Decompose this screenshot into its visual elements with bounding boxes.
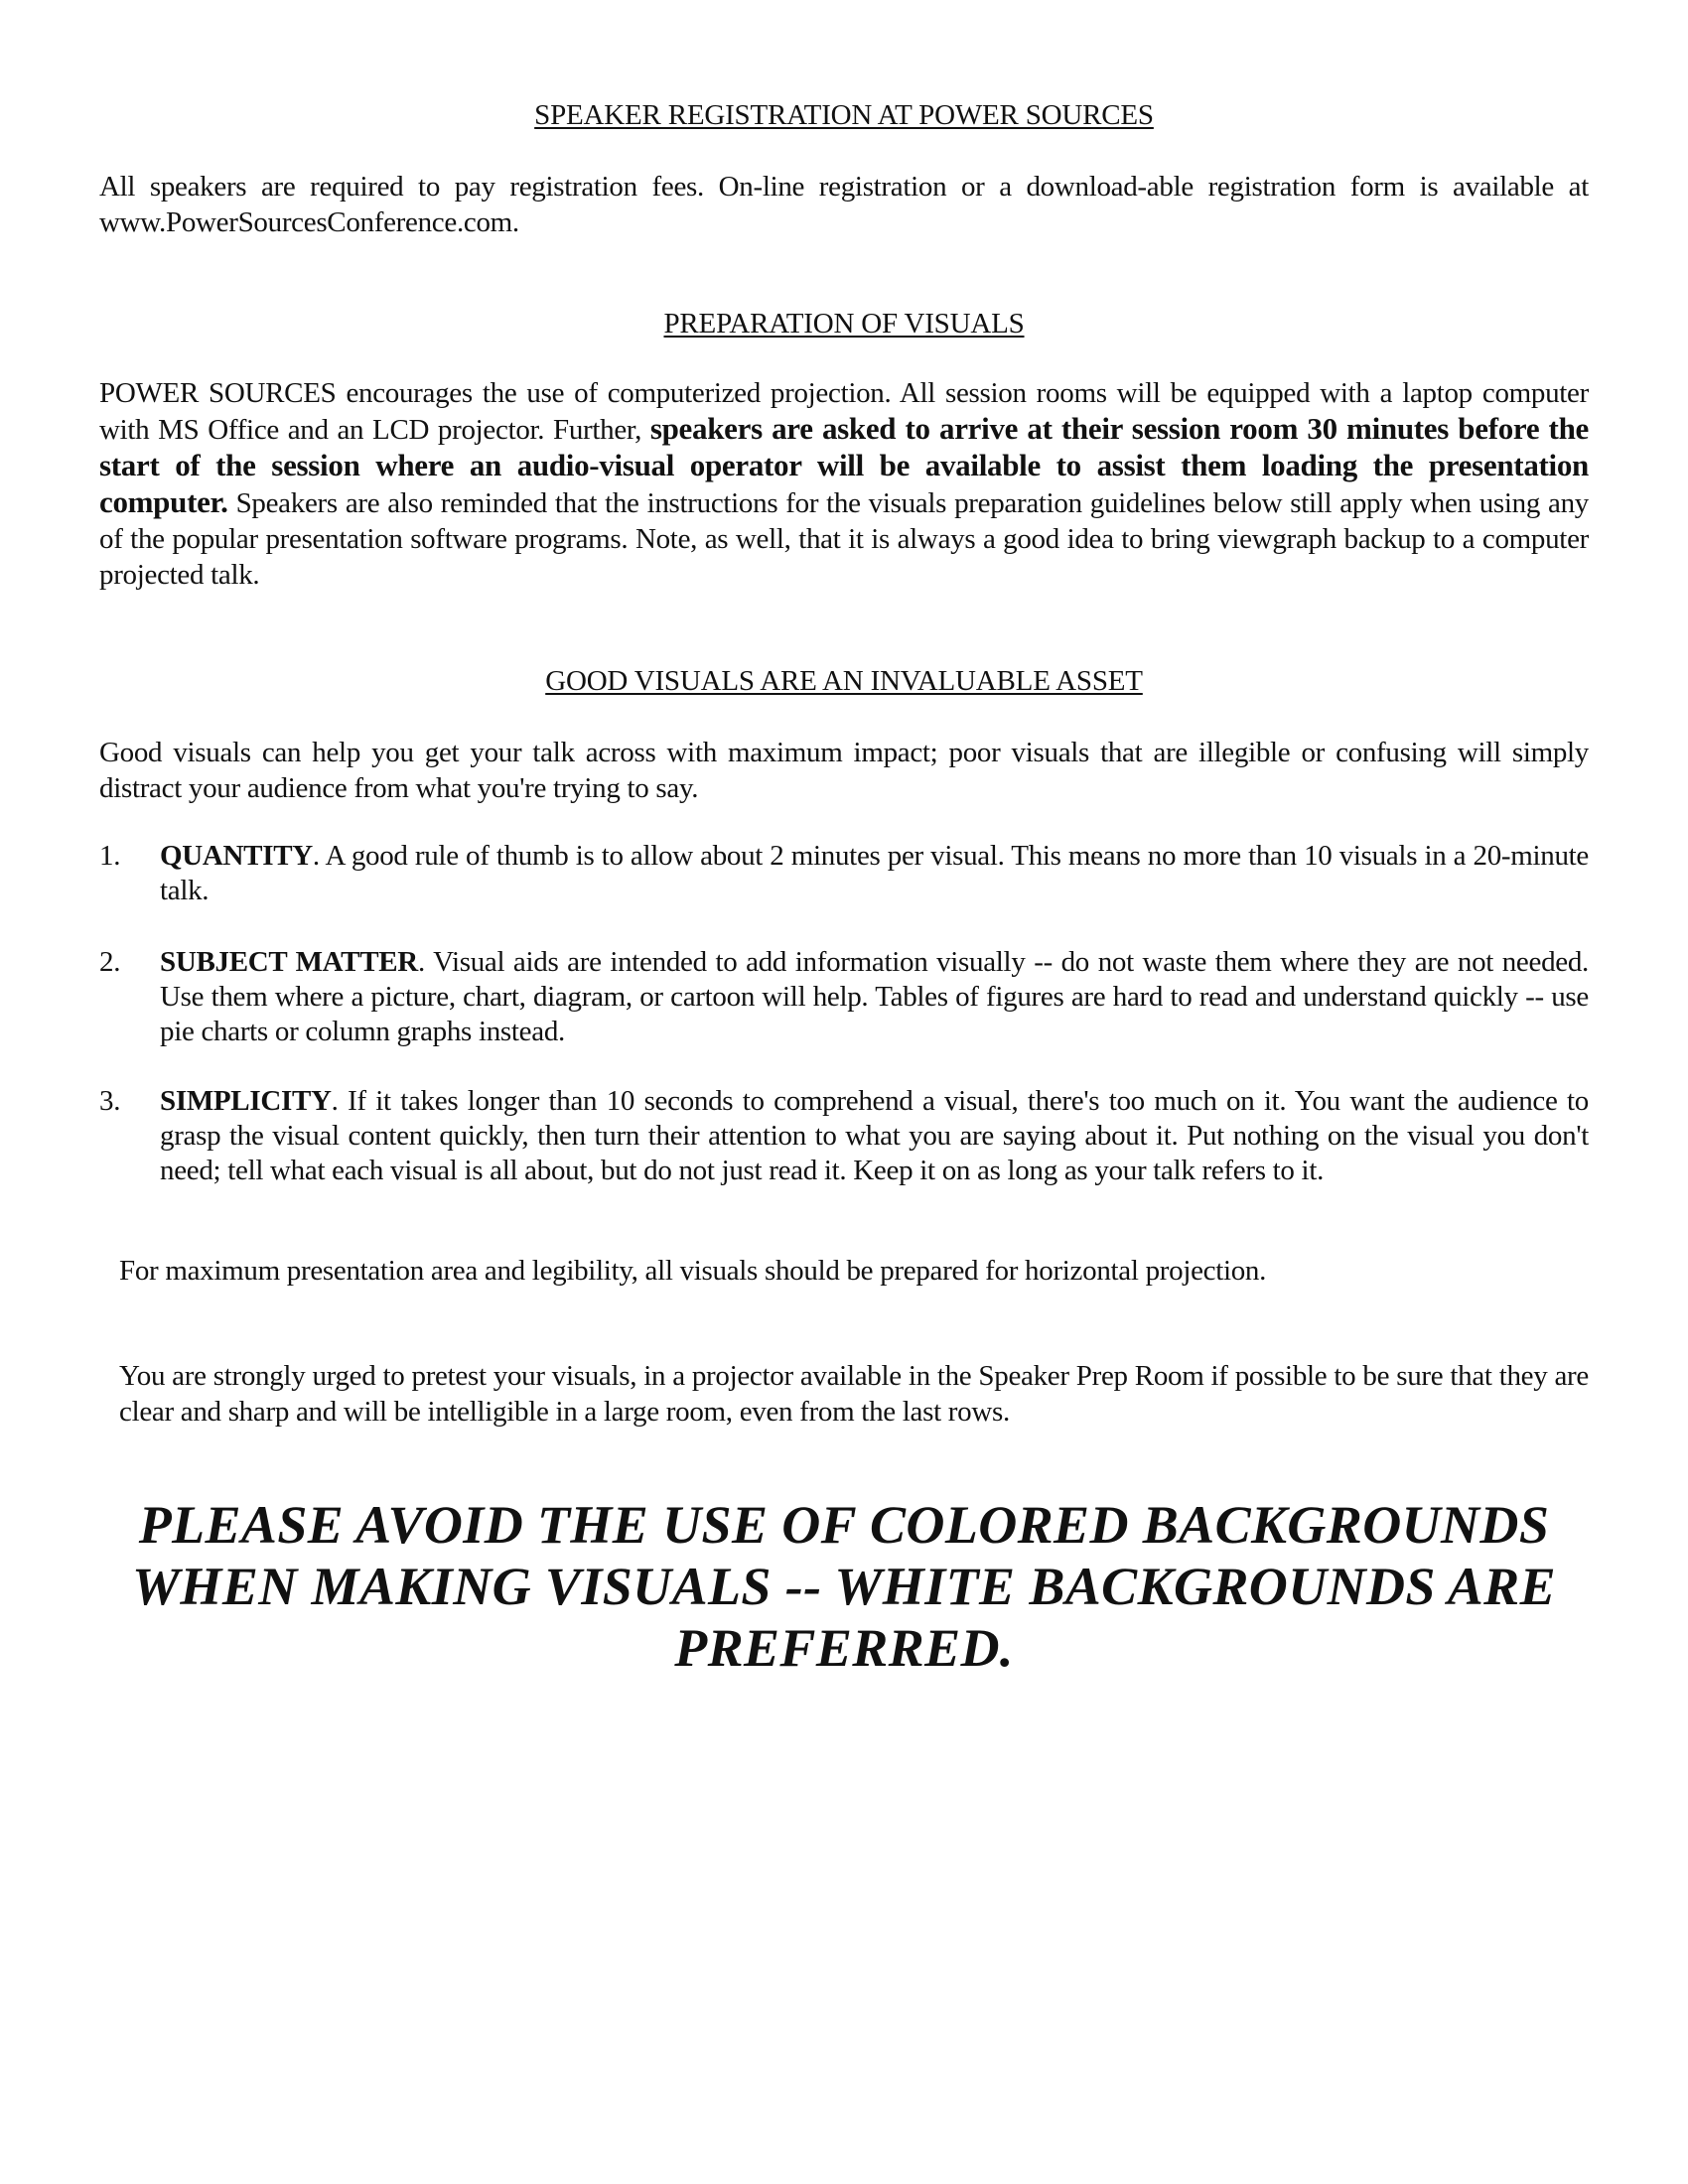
list-text: . Visual aids are intended to add information visually -- do not waste them where they are not needed. Use them where a picture, chart, diagram, or cartoon will help. Tables of figures are hard to read and understand quickly -- use pie charts or column graphs instead. — [160, 946, 1589, 1047]
preparation-text-2: Speakers are also reminded that the instructions for the visuals preparation guidelines below still apply when using any of the popular presentation software programs. Note, as well, that it is always a good idea to bring viewgraph backup to a computer projected talk. — [99, 487, 1589, 591]
preparation-bold-instruction: speakers are asked to arrive at their session room 30 minutes before the start of the session where an audio-visual operator will be available to assist them loading the presentation computer. — [99, 411, 1589, 519]
preparation-text-1: POWER SOURCES encourages the use of computerized projection. All session rooms will be equipped with a laptop computer with MS Office and an LCD projector. Further, — [99, 377, 1589, 446]
list-body — [160, 1084, 1589, 1188]
list-number: 2. — [99, 946, 121, 978]
good-visuals-heading: GOOD VISUALS ARE AN INVALUABLE ASSET — [545, 665, 1143, 697]
list-number: 3. — [99, 1085, 121, 1117]
good-visuals-intro: Good visuals can help you get your talk across with maximum impact; poor visuals that are illegible or confusing will simply distract your audience from what you're trying to say. — [99, 737, 1589, 804]
list-text: . If it takes longer than 10 seconds to comprehend a visual, there's too much on it. You want the audience to grasp the visual content quickly, then turn their attention to what you are saying about it. Put nothing on the visual you don't need; tell what each visual is all about, but do not just read it. Keep it on as long as your talk refers to it. — [160, 1085, 1589, 1186]
preparation-heading: PREPARATION OF VISUALS — [663, 308, 1025, 340]
list-body — [160, 839, 1589, 908]
pretest-note: You are strongly urged to pretest your visuals, in a projector available in the Speaker Prep Room if possible to be sure that they are clear and sharp and will be intelligible in a large room, even from the last rows. — [119, 1360, 1589, 1428]
white-background-notice: PLEASE AVOID THE USE OF COLORED BACKGROUNDS WHEN MAKING VISUALS -- WHITE BACKGROUNDS ARE PREFERRED. — [132, 1495, 1556, 1678]
list-body — [160, 945, 1589, 1049]
registration-heading: SPEAKER REGISTRATION AT POWER SOURCES — [534, 99, 1154, 131]
list-term: QUANTITY — [160, 840, 313, 872]
horizontal-projection-note: For maximum presentation area and legibility, all visuals should be prepared for horizontal projection. — [119, 1255, 1267, 1287]
list-text: . A good rule of thumb is to allow about 2 minutes per visual. This means no more than 10 visuals in a 20-minute talk. — [160, 840, 1589, 906]
list-term: SUBJECT MATTER — [160, 946, 418, 978]
registration-paragraph: All speakers are required to pay registration fees. On-line registration or a download-able registration form is available at www.PowerSourcesConference.com. — [99, 171, 1589, 238]
list-number: 1. — [99, 840, 121, 872]
list-term: SIMPLICITY — [160, 1085, 332, 1117]
preparation-paragraph — [99, 375, 1589, 593]
